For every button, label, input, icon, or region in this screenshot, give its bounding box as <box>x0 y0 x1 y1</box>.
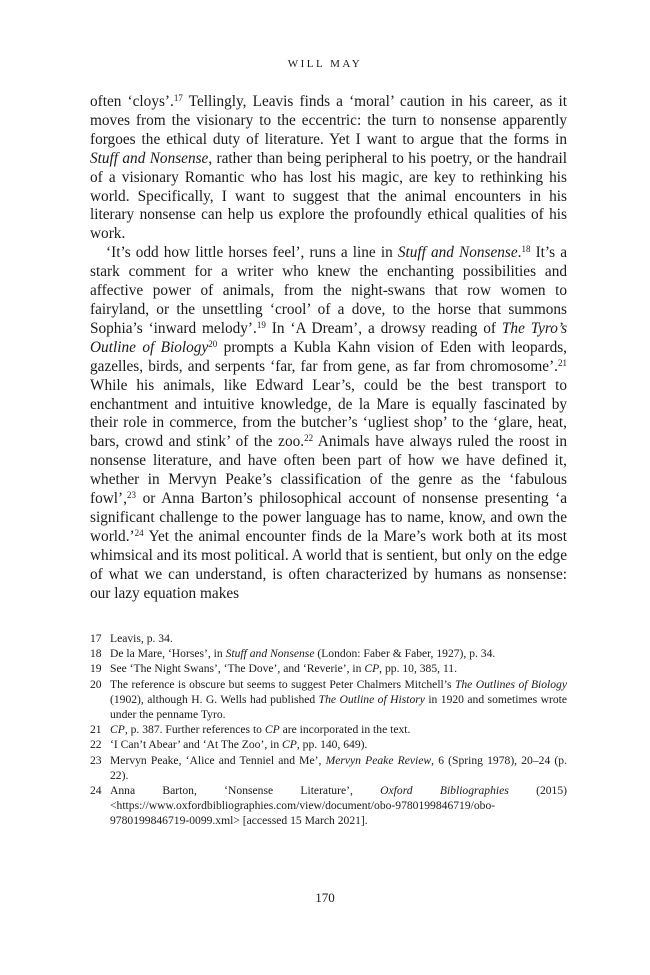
italic-title: Stuff and Nonsense <box>90 149 209 167</box>
body-text <box>90 93 567 603</box>
footnote-20 <box>90 677 567 723</box>
text-run: See ‘The Night Swans’, ‘The Dove’, and ‘Reverie’, in <box>110 662 365 676</box>
footnote-23 <box>90 753 567 783</box>
footnote-21 <box>90 722 567 737</box>
text-run: (1902), although H. G. Wells had published <box>110 692 319 706</box>
text-run: While his animals, like Edward Lear’s, could be the best transport to enchantment and intuitive knowledge, de la Mare is equally fascinated by their role in commerce, from the butcher’s ‘ugliest shop’ to the ‘glare, heat, bars, crowd and stink’ of the zoo. <box>90 376 567 451</box>
page-number: 170 <box>315 890 335 905</box>
footnote-number: 20 <box>90 677 102 691</box>
running-head: WILL MAY <box>287 58 363 70</box>
text-run: In ‘A Dream’, a drowsy reading of <box>265 319 502 337</box>
italic-title: The Outline of History <box>318 692 425 706</box>
footnote-ref-23[interactable]: 23 <box>126 490 136 501</box>
text-run: Anna Barton, ‘Nonsense Literature’, <box>110 784 381 798</box>
footnote-ref-21[interactable]: 21 <box>558 357 567 368</box>
footnote-number: 23 <box>90 753 102 767</box>
italic-title: The Tyro’s Outline of Biology <box>90 319 568 356</box>
text-run: or Anna Barton’s philosophical account of nonsense presenting ‘a significant challenge to the power language has to name, know, and own the world.’ <box>90 490 567 545</box>
footnote-19 <box>90 661 567 676</box>
text-run: . <box>517 244 522 262</box>
footnote-number: 18 <box>90 647 102 661</box>
footnote-ref-18[interactable]: 18 <box>521 244 531 255</box>
text-run: (London: Faber & Faber, 1927), p. 34. <box>314 647 496 661</box>
text-run: The reference is obscure but seems to suggest Peter Chalmers Mitchell’s <box>110 677 455 691</box>
footnote-ref-19[interactable]: 19 <box>256 319 266 330</box>
text-run: (2015) <https://www.oxfordbibliographies.com/view/document/obo-9780199846719/obo-9780199846719-0099.xml> [accessed 15 March 2021]. <box>110 784 568 828</box>
footnote-ref-20[interactable]: 20 <box>208 338 218 349</box>
footnote-17 <box>90 631 567 646</box>
footnotes <box>90 631 567 829</box>
text-run: It’s a stark comment for a writer who knew the enchanting possibilities and affective power of animals, from the night-swans that row women to fairyland, or the unsettling ‘crool’ of a dove, to the horse that summons Sophia’s ‘inward melody’. <box>90 244 567 337</box>
italic-title: Mervyn Peake Review <box>325 753 432 767</box>
text-run: often ‘cloys’. <box>90 93 174 110</box>
footnote-22 <box>90 737 567 752</box>
text-run: Leavis, p. 34. <box>110 632 173 645</box>
text-run: , pp. 10, 385, 11. <box>379 662 457 676</box>
footnote-number: 19 <box>90 662 102 676</box>
text-run: in 1920 and sometimes wrote under the penname Tyro. <box>110 692 567 722</box>
text-run: , pp. 140, 649). <box>296 738 368 752</box>
text-run: Animals have always ruled the roost in nonsense literature, and have often been part of how we have defined it, whether in Mervyn Peake’s classification of the genre as the ‘fabulous fowl’, <box>90 433 567 508</box>
text-run: are incorporated in the text. <box>279 723 411 737</box>
text-run: , p. 387. Further references to <box>124 723 265 737</box>
footnote-ref-24[interactable]: 24 <box>134 527 144 538</box>
text-run: , rather than being peripheral to his poetry, or the handrail of a visionary Romantic who has lost his magic, are key to rethinking his world. Specifically, I want to suggest that the animal encounters in his literary nonsense can help us explore the profoundly ethical qualities of his work. <box>90 149 567 243</box>
text-run: Tellingly, Leavis finds a ‘moral’ caution in his career, as it moves from the visionary to the eccentric: the turn to nonsense apparently forgoes the ethical duty of literature. Yet I want to argue that the forms in <box>90 93 567 148</box>
footnote-number: 22 <box>90 738 102 752</box>
footnote-number: 17 <box>90 632 102 645</box>
italic-title: The Outlines of Biology <box>454 677 568 691</box>
text-run: De la Mare, ‘Horses’, in <box>110 647 226 661</box>
footnote-ref-17[interactable]: 17 <box>173 93 183 103</box>
text-run: , 6 (Spring 1978), 20–24 (p. 22). <box>110 753 567 782</box>
italic-title: CP <box>364 662 380 676</box>
paragraph-2 <box>90 244 567 603</box>
footnote-number: 21 <box>90 723 102 737</box>
footnote-18 <box>90 646 567 661</box>
italic-title: CP <box>110 723 125 737</box>
italic-title: Stuff and Nonsense <box>225 647 315 661</box>
text-run: prompts a Kubla Kahn vision of Eden with leopards, gazelles, birds, and serpents ‘far, far from gene, as far from chromosome’. <box>90 338 567 375</box>
text-run: ‘I Can’t Abear’ and ‘At The Zoo’, in <box>110 738 283 752</box>
paragraph-1 <box>90 93 567 244</box>
footnote-24 <box>90 783 567 829</box>
italic-title: CP <box>282 738 297 752</box>
footnote-ref-22[interactable]: 22 <box>304 433 314 444</box>
text-run: ‘It’s odd how little horses feel’, runs a line in <box>106 244 398 262</box>
text-run: Mervyn Peake, ‘Alice and Tenniel and Me’, <box>110 753 326 767</box>
italic-title: Oxford Bibliographies <box>380 784 509 798</box>
italic-title: CP <box>264 723 280 737</box>
footnote-number: 24 <box>90 784 102 798</box>
italic-title: Stuff and Nonsense <box>397 244 518 262</box>
text-run: Yet the animal encounter finds de la Mare’s work both at its most whimsical and its most political. A world that is sentient, but only on the edge of what we can understand, is often characterized by humans as nonsense: our lazy equation makes <box>90 527 567 602</box>
